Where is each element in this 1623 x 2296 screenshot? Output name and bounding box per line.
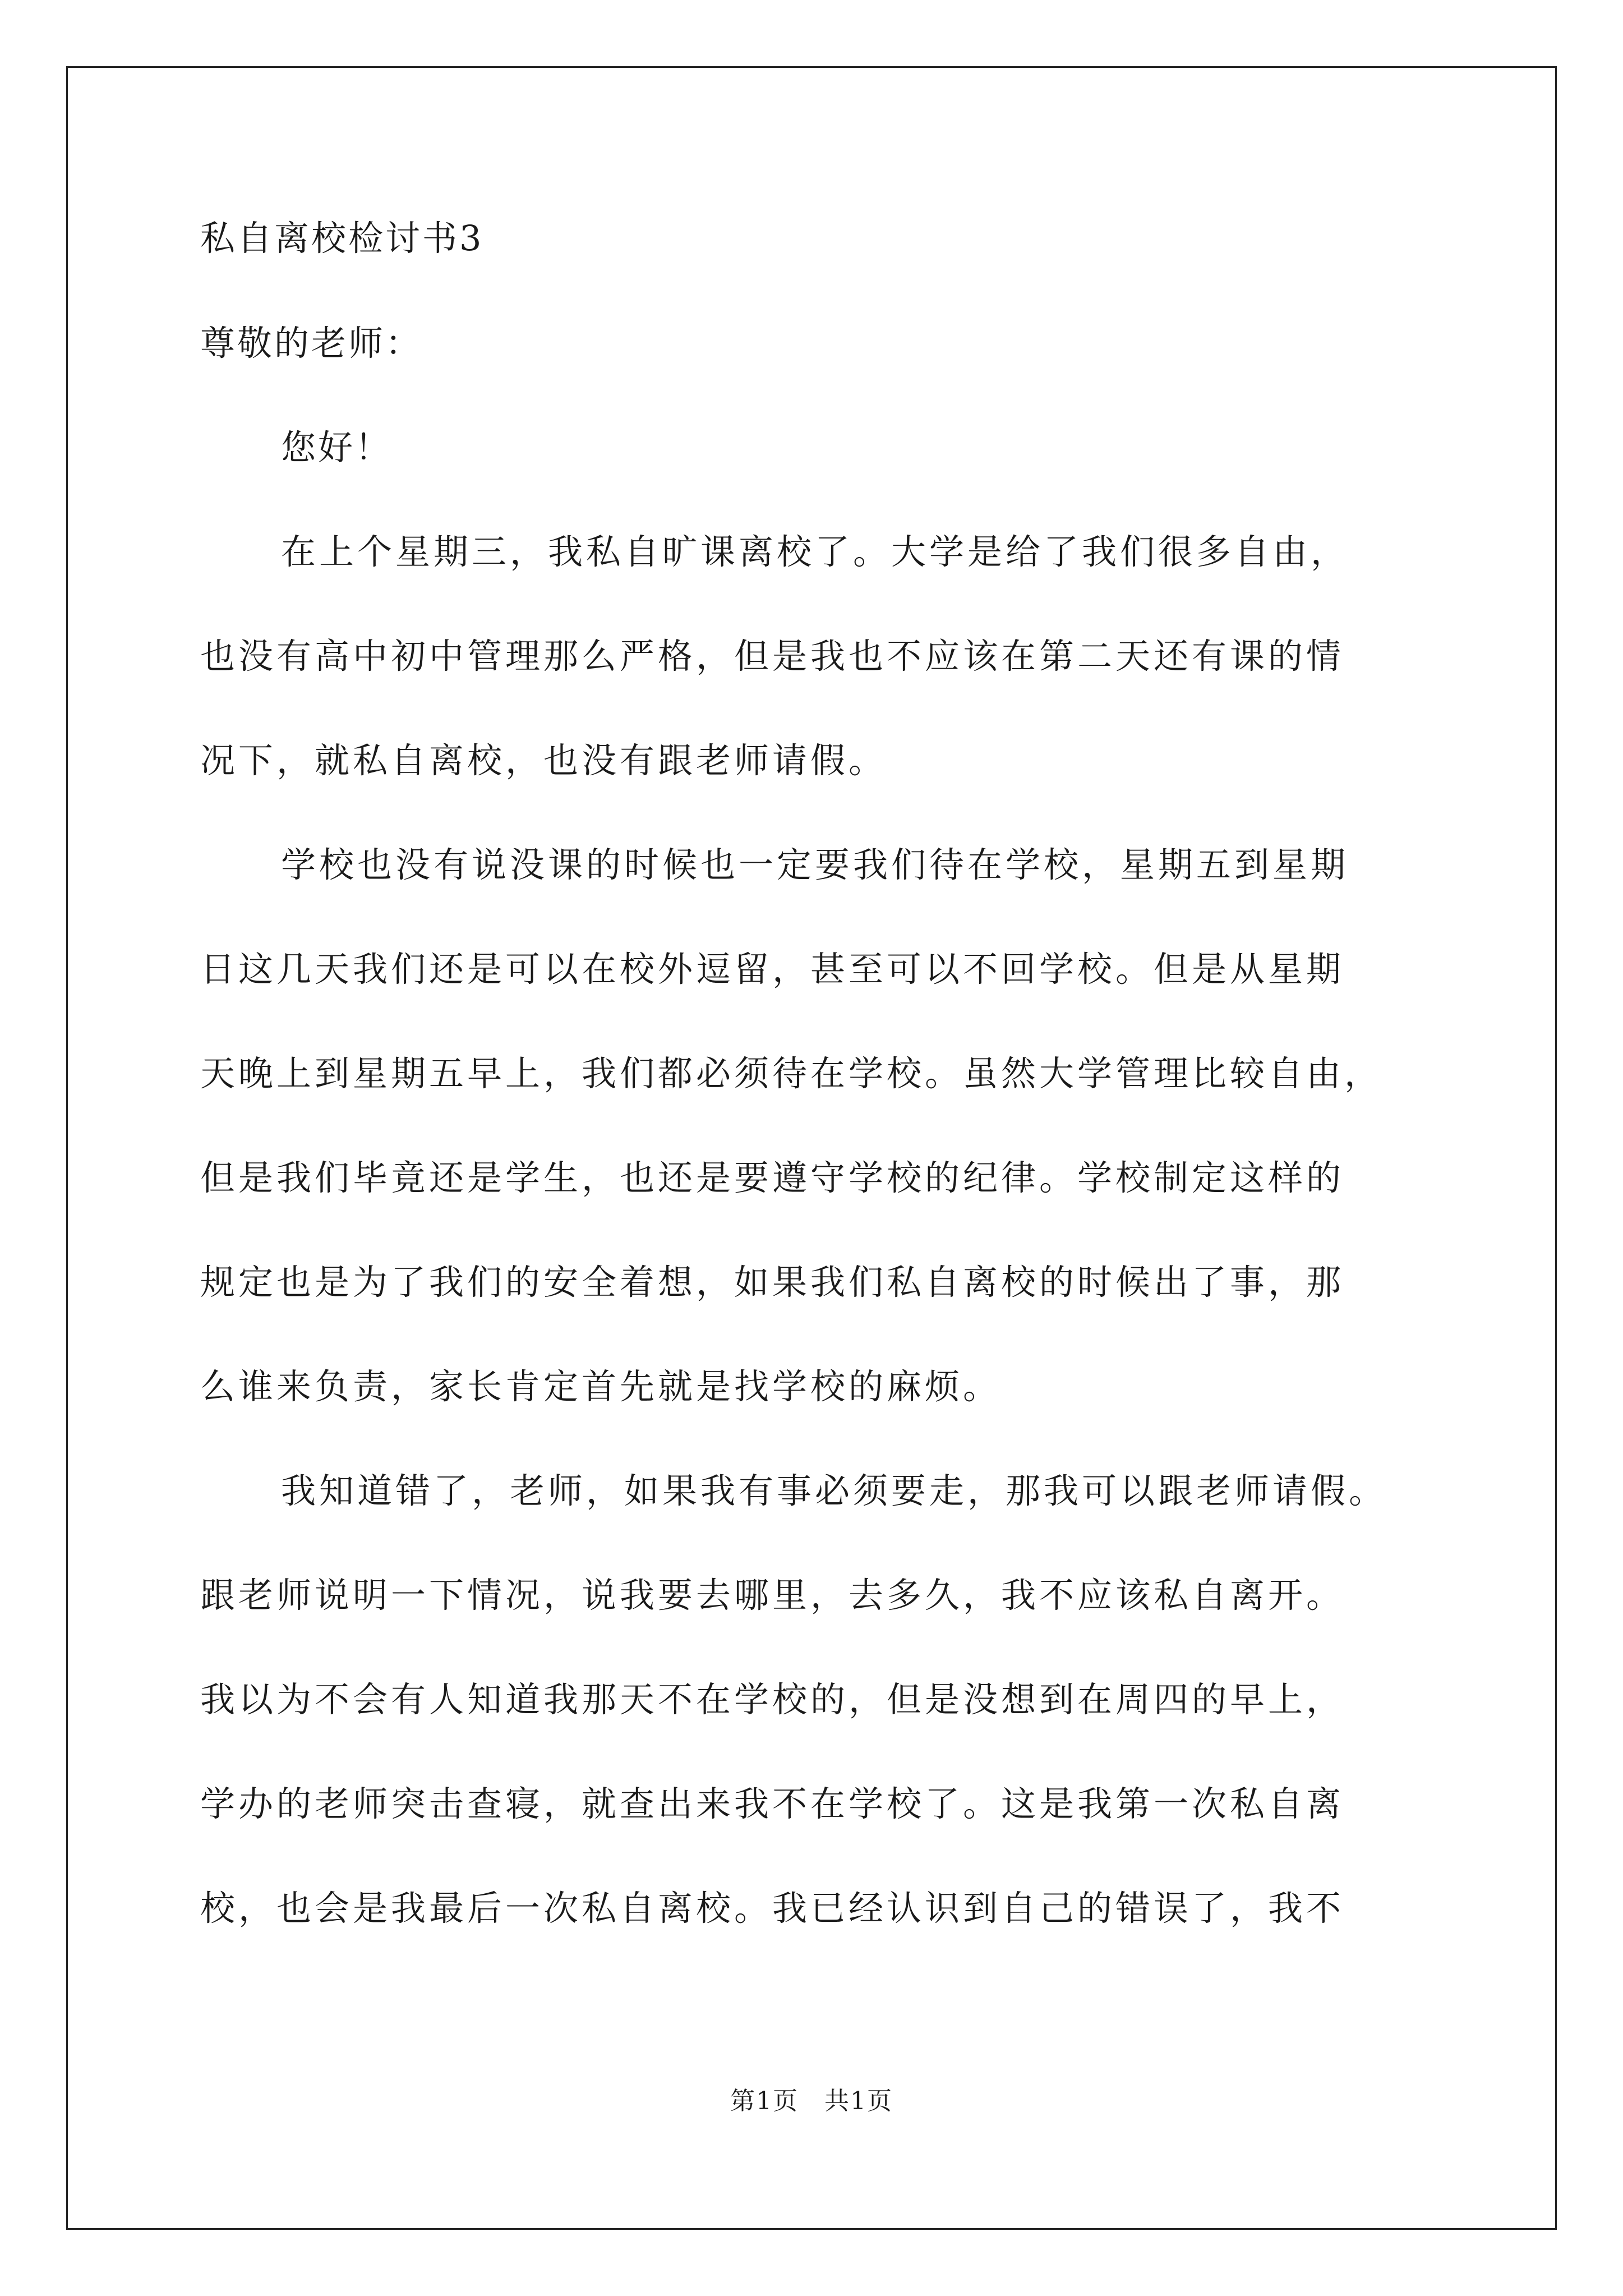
- greeting: 您好！: [281, 427, 393, 468]
- paragraph-line: 跟老师说明一下情况，说我要去哪里，去多久，我不应该私自离开。: [200, 1575, 1345, 1616]
- paragraph-line: 么谁来负责，家长肯定首先就是找学校的麻烦。: [200, 1366, 1002, 1407]
- paragraph-3: [200, 1469, 1434, 1931]
- paragraph-line: 学办的老师突击查寝，就查出来我不在学校了。这是我第一次私自离: [200, 1783, 1345, 1824]
- paragraph-line: 校，也会是我最后一次私自离校。我已经认识到自己的错误了，我不: [200, 1888, 1345, 1929]
- paragraph-2: [200, 843, 1434, 1409]
- paragraph-line: 也没有高中初中管理那么严格，但是我也不应该在第二天还有课的情: [200, 636, 1345, 677]
- paragraph-line: 天晚上到星期五早上，我们都必须待在学校。虽然大学管理比较自由，: [200, 1053, 1383, 1094]
- page-footer: 第1页 共1页: [730, 2087, 893, 2115]
- document-title: 私自离校检讨书3: [200, 218, 484, 259]
- paragraph-line: 规定也是为了我们的安全着想，如果我们私自离校的时候出了事，那: [200, 1262, 1345, 1303]
- document-body: [200, 216, 1434, 1990]
- paragraph-1: [200, 530, 1434, 783]
- paragraph-line: 我以为不会有人知道我那天不在学校的，但是没想到在周四的早上，: [200, 1679, 1345, 1720]
- paragraph-line: 学校也没有说没课的时候也一定要我们待在学校，星期五到星期: [281, 844, 1349, 885]
- paragraph-line: 但是我们毕竟还是学生，也还是要遵守学校的纪律。学校制定这样的: [200, 1157, 1345, 1198]
- paragraph-line: 我知道错了，老师，如果我有事必须要走，那我可以跟老师请假。: [281, 1470, 1387, 1511]
- salutation: 尊敬的老师：: [200, 323, 423, 364]
- paragraph-line: 况下，就私自离校，也没有跟老师请假。: [200, 740, 887, 781]
- paragraph-line: 在上个星期三，我私自旷课离校了。大学是给了我们很多自由，: [281, 531, 1349, 572]
- paragraph-line: 日这几天我们还是可以在校外逗留，甚至可以不回学校。但是从星期: [200, 949, 1345, 990]
